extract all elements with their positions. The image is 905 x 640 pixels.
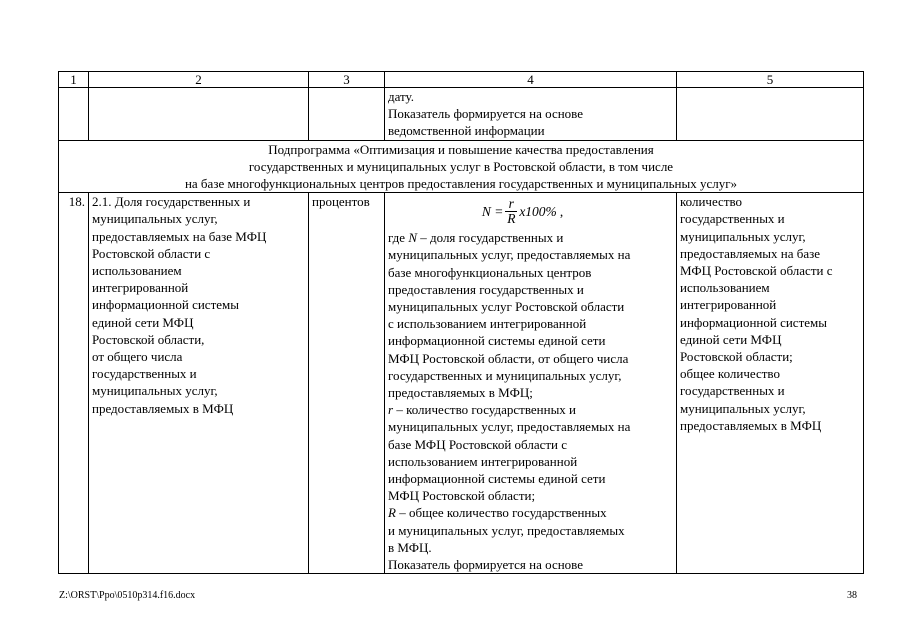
indicators-table	[58, 71, 864, 574]
method-line: в МФЦ.	[388, 539, 432, 555]
formula-multiplier: x100%	[519, 203, 557, 219]
continuation-cell-1	[59, 88, 89, 141]
text-line: муниципальных услуг,	[92, 211, 218, 227]
text-line: использованием	[92, 263, 182, 279]
column-number-3: 3	[309, 72, 385, 88]
method-line: базе многофункциональных центров	[388, 264, 592, 280]
subprogram-title-line: Подпрограмма «Оптимизация и повышение качества предоставления	[268, 141, 654, 157]
text-line: муниципальных услуг,	[680, 400, 806, 416]
text-line: Показатель формируется на основе	[388, 106, 583, 122]
method-line: МФЦ Ростовской области;	[388, 488, 536, 504]
formula-fraction	[505, 197, 517, 226]
continuation-method-cell	[385, 88, 677, 141]
method-line: муниципальных услуг, предоставляемых на	[388, 247, 631, 263]
variable-symbol: N	[408, 230, 417, 246]
text-line: муниципальных услуг,	[680, 228, 806, 244]
text-line: государственных и	[680, 211, 785, 227]
continuation-cell-2	[89, 88, 309, 141]
continuation-cell-5	[677, 88, 864, 141]
text-line: количество	[680, 194, 743, 210]
method-line: предоставляемых в МФЦ;	[388, 385, 533, 401]
method-line: r – количество государственных и	[388, 402, 577, 418]
text-line: муниципальных услуг,	[92, 383, 218, 399]
text-line: Ростовской области;	[680, 349, 793, 365]
calculation-method-cell	[385, 193, 677, 574]
continuation-row	[59, 88, 864, 141]
formula-numerator: r	[508, 195, 514, 211]
method-line: государственных и муниципальных услуг,	[388, 367, 622, 383]
text-line: дату.	[388, 89, 415, 104]
text-line: Ростовской области,	[92, 331, 205, 347]
formula-lhs: N =	[481, 203, 504, 219]
text-line: единой сети МФЦ	[92, 314, 194, 330]
subprogram-title-line: на базе многофункциональных центров предоставления государственных и муниципальных услуг»	[184, 176, 738, 192]
text-line: единой сети МФЦ	[680, 331, 782, 347]
subprogram-row	[59, 140, 864, 193]
variable-symbol: r	[388, 402, 394, 418]
column-number-1: 1	[59, 72, 89, 88]
column-number-4: 4	[385, 72, 677, 88]
page-number: 38	[847, 590, 857, 601]
footer-file-path: Z:\ORST\Ppo\0510p314.f16.docx	[59, 590, 196, 601]
column-number-2: 2	[89, 72, 309, 88]
data-source-cell	[677, 193, 864, 574]
subprogram-title-line: государственных и муниципальных услуг в Ростовской области, в том числе	[248, 158, 674, 174]
column-number-5: 5	[677, 72, 864, 88]
indicator-row-18	[59, 193, 864, 574]
text-line: государственных и	[680, 383, 785, 399]
table-header-row	[59, 72, 864, 88]
method-line: муниципальных услуг Ростовской области	[388, 299, 625, 315]
text-line: предоставляемых в МФЦ	[680, 417, 822, 433]
method-line: информационной системы единой сети	[388, 333, 606, 349]
method-description	[388, 229, 673, 573]
unit-cell: процентов	[309, 193, 385, 574]
method-line: муниципальных услуг, предоставляемых на	[388, 419, 631, 435]
text-line: общее количество	[680, 366, 780, 382]
method-line: и муниципальных услуг, предоставляемых	[388, 522, 625, 538]
text-line: интегрированной	[680, 297, 777, 313]
method-line: использованием интегрированной	[388, 453, 578, 469]
method-line: Показатель формируется на основе	[388, 557, 583, 573]
method-line: с использованием интегрированной	[388, 316, 587, 332]
method-line: МФЦ Ростовской области, от общего числа	[388, 350, 629, 366]
formula-denominator: R	[507, 210, 516, 226]
text-line: ведомственной информации	[388, 123, 545, 139]
text-line: государственных и	[92, 366, 197, 382]
method-line: где N – доля государственных и	[388, 230, 564, 246]
row-number: 18.	[59, 193, 89, 574]
method-line: информационной системы единой сети	[388, 471, 606, 487]
method-line: предоставления государственных и	[388, 281, 584, 297]
text-line: от общего числа	[92, 349, 183, 365]
text-line: предоставляемых в МФЦ	[92, 400, 234, 416]
method-line: R – общее количество государственных	[388, 505, 607, 521]
text-line: 2.1. Доля государственных и	[92, 194, 251, 210]
formula-comma: ,	[559, 203, 564, 219]
continuation-cell-3	[309, 88, 385, 141]
text-line: предоставляемых на базе	[680, 245, 821, 261]
text-line: информационной системы	[92, 297, 239, 313]
subprogram-title	[59, 140, 864, 193]
indicator-name-cell	[89, 193, 309, 574]
text-line: информационной системы	[680, 314, 827, 330]
formula	[388, 193, 673, 229]
text-line: Ростовской области с	[92, 245, 211, 261]
method-line: базе МФЦ Ростовской области с	[388, 436, 568, 452]
text-line: МФЦ Ростовской области с	[680, 263, 833, 279]
text-line: интегрированной	[92, 280, 189, 296]
text-line: предоставляемых на базе МФЦ	[92, 228, 267, 244]
variable-symbol: R	[388, 505, 396, 521]
text-line: использованием	[680, 280, 770, 296]
